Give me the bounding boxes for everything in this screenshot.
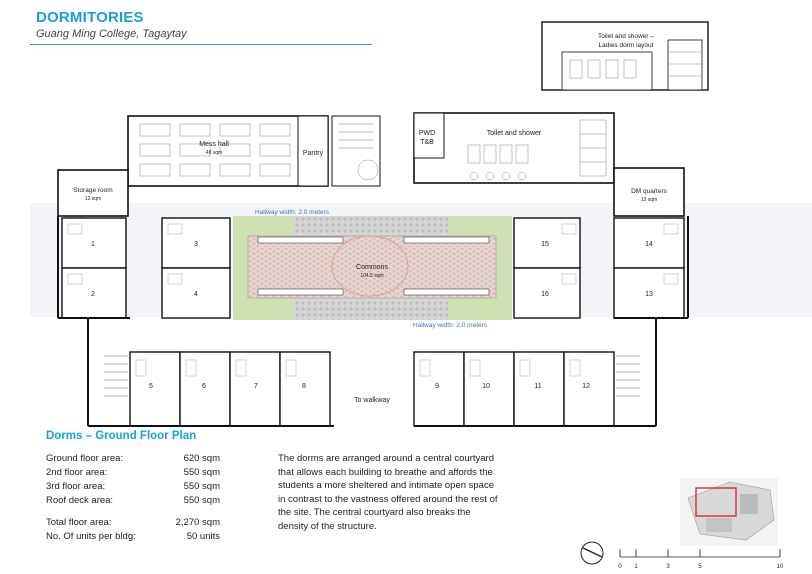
area-value: 620 sqm xyxy=(183,453,220,464)
area-value: 550 sqm xyxy=(183,481,220,492)
inset-title-line2: Ladies dorm layout xyxy=(598,42,654,49)
label-mess-hall: Mess hall xyxy=(199,141,229,148)
site-key-map xyxy=(680,478,778,546)
total-label: Total floor area: xyxy=(46,517,112,528)
label-pantry: Pantry xyxy=(302,150,324,157)
label-storage: Storage room xyxy=(73,187,113,194)
label-pwd: PWD xyxy=(418,130,436,137)
label-dm-area: 12 sqm xyxy=(640,197,658,203)
area-row xyxy=(46,494,226,508)
total-value: 50 units xyxy=(186,531,220,542)
label-toilet-shower: Toilet and shower xyxy=(486,130,542,137)
label-mess-hall-area: 48 sqm xyxy=(205,150,223,156)
unit-number: 6 xyxy=(202,383,206,390)
label-commons-area: 104.5 sqm xyxy=(360,273,384,279)
label-walkway: To walkway xyxy=(354,397,390,404)
unit-number: 5 xyxy=(149,383,153,390)
scale-tick-label: 10 xyxy=(776,564,784,570)
unit-number: 14 xyxy=(645,241,653,248)
inset-title-line1: Toilet and shower – xyxy=(597,33,655,40)
unit-number: 10 xyxy=(482,383,490,390)
section-heading: Dorms – Ground Floor Plan xyxy=(46,430,197,442)
unit-number: 7 xyxy=(254,383,258,390)
area-label: Ground floor area: xyxy=(46,453,124,464)
area-row xyxy=(46,466,226,480)
unit-number: 3 xyxy=(194,241,198,248)
scale-tick-label: 1 xyxy=(634,564,638,570)
scale-bar xyxy=(620,549,780,557)
area-value: 550 sqm xyxy=(183,467,220,478)
area-label: 2nd floor area: xyxy=(46,467,108,478)
unit-number: 1 xyxy=(91,241,95,248)
north-arrow-icon xyxy=(581,542,603,564)
label-commons: Commons xyxy=(356,264,388,271)
unit-number: 12 xyxy=(582,383,590,390)
area-table xyxy=(46,452,226,544)
unit-number: 13 xyxy=(645,291,653,298)
label-tb: T&B xyxy=(420,139,434,146)
scale-tick-label: 5 xyxy=(698,564,702,570)
unit-number: 2 xyxy=(91,291,95,298)
description-text: The dorms are arranged around a central courtyard that allows each building to breathe and affords the students a more sheltered and intimate open space in contrast to the vastness offered around the rest of the site. The central courtyard also breaks the density of the structure. xyxy=(278,453,498,532)
total-row xyxy=(46,516,226,530)
page-subtitle: Guang Ming College, Tagaytay xyxy=(36,28,187,40)
unit-number: 16 xyxy=(541,291,549,298)
label-storage-area: 12 sqm xyxy=(84,196,102,202)
label-dm-quarters: DM quarters xyxy=(631,188,667,195)
unit-number: 8 xyxy=(302,383,306,390)
unit-number: 4 xyxy=(194,291,198,298)
unit-number: 15 xyxy=(541,241,549,248)
scale-tick-label: 0 xyxy=(618,564,622,570)
area-row xyxy=(46,480,226,494)
total-label: No. Of units per bldg: xyxy=(46,531,136,542)
mess-hall-block xyxy=(58,116,380,216)
area-label: Roof deck area: xyxy=(46,495,114,506)
area-label: 3rd floor area: xyxy=(46,481,106,492)
hallway-width-top: Hallway width: 2.0 meters xyxy=(254,209,330,216)
total-row xyxy=(46,530,226,544)
area-value: 550 sqm xyxy=(183,495,220,506)
scale-tick-label: 3 xyxy=(666,564,670,570)
unit-number: 9 xyxy=(435,383,439,390)
hallway-width-bottom: Hallway width: 2.0 meters xyxy=(412,322,488,329)
total-value: 2,270 sqm xyxy=(175,517,220,528)
area-row xyxy=(46,452,226,466)
unit-number: 11 xyxy=(534,383,542,390)
page-title: DORMITORIES xyxy=(36,9,144,26)
